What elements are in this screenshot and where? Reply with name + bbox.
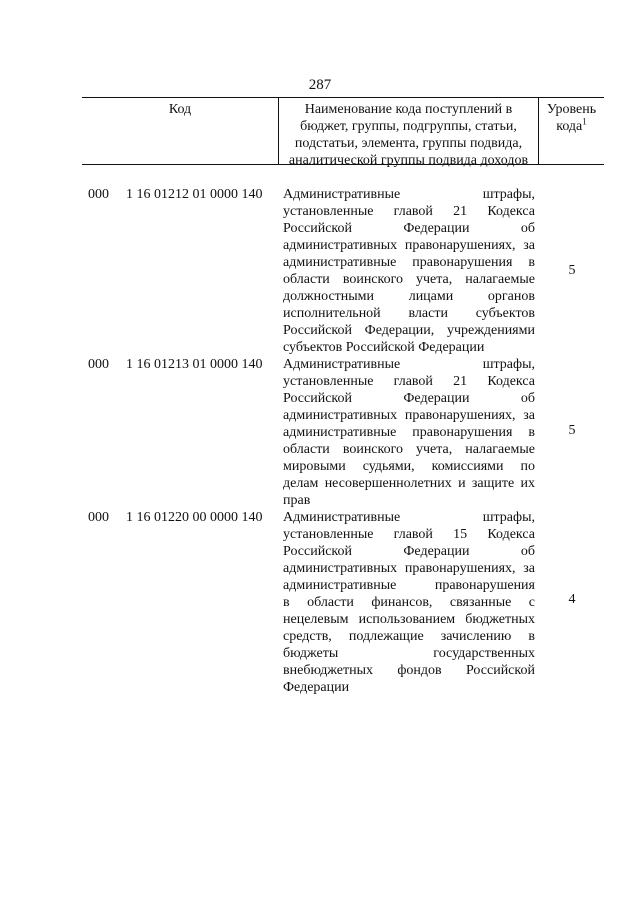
desc-line: Российской Федерации об: [283, 221, 535, 236]
code-level: 5: [568, 263, 576, 278]
footnote-mark: 1: [582, 116, 587, 127]
revenue-code: 1 16 01220 00 0000 140: [126, 510, 263, 525]
header-name: [279, 101, 538, 169]
header-code: Код: [168, 102, 192, 117]
desc-line: Административные штрафы,: [283, 510, 535, 525]
desc-line: Российской Федерации об: [283, 544, 535, 559]
desc-line: исполнительной власти субъектов: [283, 306, 535, 321]
row-description: [283, 356, 535, 509]
desc-line: области воинского учета, налагаемые: [283, 442, 535, 457]
header-level-word2: кода: [556, 119, 583, 134]
desc-line: субъектов Российской Федерации: [283, 340, 485, 355]
row-description: [283, 509, 535, 696]
desc-line: установленные главой 15 Кодекса: [283, 527, 535, 542]
desc-line: установленные главой 21 Кодекса: [283, 204, 535, 219]
desc-line: прав: [283, 493, 311, 508]
desc-line: административные правонарушения в: [283, 255, 535, 270]
desc-line: административные правонарушения: [283, 578, 535, 593]
desc-line: области воинского учета, налагаемые: [283, 272, 535, 287]
header-level-word: [539, 118, 604, 135]
desc-line: Российской Федерации, учреждениями: [283, 323, 535, 338]
revenue-code: 1 16 01213 01 0000 140: [126, 357, 263, 372]
header-level: [539, 101, 604, 135]
admin-code: 000: [88, 357, 109, 372]
desc-line: в области финансов, связанные с: [283, 595, 535, 610]
admin-code: 000: [88, 187, 109, 202]
header-name-line: аналитической группы подвида доходов: [288, 153, 529, 168]
desc-line: административных правонарушениях, за: [283, 238, 535, 253]
code-level: 5: [568, 423, 576, 438]
desc-line: делам несовершеннолетних и защите их: [283, 476, 535, 491]
revenue-code: 1 16 01212 01 0000 140: [126, 187, 263, 202]
admin-code: 000: [88, 510, 109, 525]
desc-line: Административные штрафы,: [283, 357, 535, 372]
desc-line: Российской Федерации об: [283, 391, 535, 406]
header-name-line: подстатьи, элемента, группы подвида,: [294, 136, 523, 151]
desc-line: Федерации: [283, 680, 350, 695]
code-level: 4: [568, 592, 576, 607]
header-name-line: бюджет, группы, подгруппы, статьи,: [300, 119, 517, 134]
desc-line: административные правонарушения в: [283, 425, 535, 440]
page-number: 287: [308, 77, 332, 93]
desc-line: административных правонарушениях, за: [283, 561, 535, 576]
desc-line: должностными лицами органов: [283, 289, 535, 304]
desc-line: внебюджетных фондов Российской: [283, 663, 535, 678]
desc-line: нецелевым использованием бюджетных: [283, 612, 535, 627]
header-level-word: Уровень: [546, 102, 597, 117]
row-description: [283, 186, 535, 356]
table-header: [82, 97, 604, 168]
desc-line: Административные штрафы,: [283, 187, 535, 202]
desc-line: установленные главой 21 Кодекса: [283, 374, 535, 389]
desc-line: мировыми судьями, комиссиями по: [283, 459, 535, 474]
header-name-line: Наименование кода поступлений в: [304, 102, 513, 117]
desc-line: бюджеты государственных: [283, 646, 535, 661]
desc-line: административных правонарушениях, за: [283, 408, 535, 423]
desc-line: средств, подлежащие зачислению в: [283, 629, 535, 644]
